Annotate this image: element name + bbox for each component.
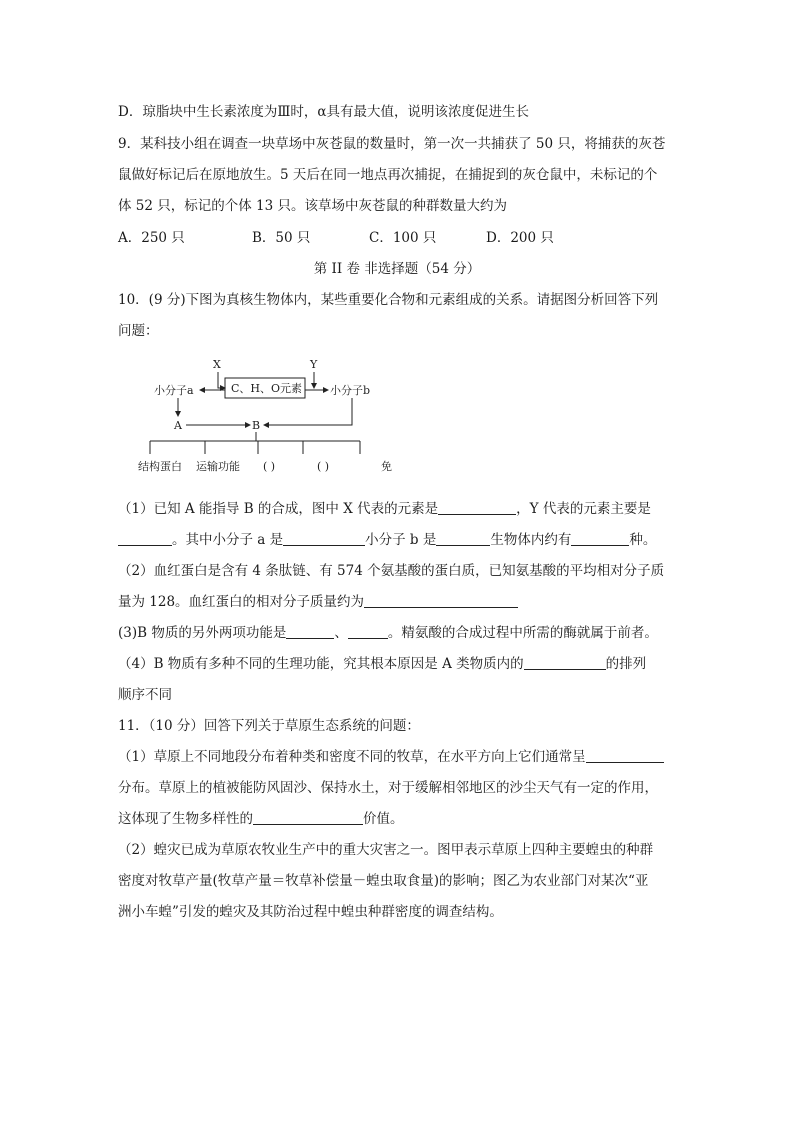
function-transport: 运输功能 bbox=[196, 460, 240, 473]
q10-p1-text-f: 种。 bbox=[629, 532, 657, 548]
q10-p4-text-b: 的排列 bbox=[605, 656, 647, 672]
q10-p2-line-1: （2）血红蛋白是含有 4 条肽链、有 574 个氨基酸的蛋白质，已知氨基酸的平均相对分子质 bbox=[118, 563, 665, 579]
answer-blank-func-1[interactable] bbox=[286, 624, 334, 639]
q11-p1-line-2: 分布。草原上的植被能防风固沙、保持水土，对于缓解相邻地区的沙尘天气有一定的作用， bbox=[118, 780, 658, 796]
answer-blank-count[interactable] bbox=[571, 531, 629, 546]
x-arrow bbox=[218, 372, 225, 388]
q10-p1-text-d: 小分子 b 是 bbox=[365, 532, 437, 548]
small-molecule-a: 小分子a bbox=[154, 384, 194, 397]
q10-p3-line bbox=[118, 623, 658, 643]
q10-p1-text-c: 。其中小分子 a 是 bbox=[172, 532, 284, 548]
q10-p4-line-2: 顺序不同 bbox=[118, 687, 172, 703]
node-B: B bbox=[252, 419, 261, 432]
q8-option-d: D．琼脂块中生长素浓度为Ⅲ时，α具有最大值，说明该浓度促进生长 bbox=[118, 104, 529, 120]
small-molecule-b: 小分子b bbox=[330, 384, 371, 397]
answer-blank-b[interactable] bbox=[436, 531, 490, 546]
q11-p1-text-a: （1）草原上不同地段分布着种类和密度不同的牧草，在水平方向上它们通常呈 bbox=[118, 749, 586, 765]
answer-blank-x[interactable] bbox=[438, 500, 516, 515]
element-box-label: C、H、O元素 bbox=[231, 382, 303, 395]
q9-option-a: A．250 只 bbox=[118, 230, 185, 246]
q10-p4-text-a: （4）B 物质有多种不同的生理功能，究其根本原因是 A 类物质内的 bbox=[118, 656, 524, 672]
q10-p1-line-2 bbox=[118, 530, 656, 550]
q10-p3-text-c: 。精氨酸的合成过程中所需的酶就属于前者。 bbox=[387, 625, 658, 641]
q10-p2-line-2 bbox=[118, 592, 518, 612]
y-label: Y bbox=[310, 358, 318, 371]
q9-option-c: C．100 只 bbox=[369, 230, 437, 246]
q10-p1-text-e: 生物体内约有 bbox=[490, 532, 572, 548]
q10-line-2: 问题： bbox=[118, 323, 159, 339]
answer-blank-a[interactable] bbox=[283, 531, 365, 546]
q9-line-3: 体 52 只，标记的个体 13 只。该草场中灰苍鼠的种群数量大约为 bbox=[118, 198, 508, 214]
q9-option-d: D．200 只 bbox=[486, 230, 554, 246]
section-title: 第 II 卷 非选择题（54 分） bbox=[313, 261, 481, 277]
answer-blank-func-2[interactable] bbox=[348, 624, 388, 639]
q11-p1-line-3 bbox=[118, 809, 404, 829]
answer-blank-distribution[interactable] bbox=[586, 748, 664, 763]
q11-p2-line-3: 洲小车蝗”引发的蝗灾及其防治过程中蝗虫种群密度的调查结构。 bbox=[118, 904, 503, 920]
q10-p1-line-1 bbox=[118, 499, 651, 519]
q11-p1-text-d: 价值。 bbox=[363, 811, 404, 827]
q9-line-2: 鼠做好标记后在原地放生。5 天后在同一地点再次捕捉，在捕捉到的灰仓鼠中，未标记的个 bbox=[118, 167, 658, 183]
function-blank-1: ( ) bbox=[263, 460, 276, 473]
q10-p1-text-b: ，Y 代表的元素主要是 bbox=[516, 501, 651, 517]
node-A: A bbox=[174, 419, 182, 432]
function-blank-2: ( ) bbox=[317, 460, 330, 473]
x-label: X bbox=[213, 358, 221, 371]
q11-p1-text-c: 这体现了生物多样性的 bbox=[118, 811, 253, 827]
function-immune: 免 bbox=[381, 460, 392, 473]
arrow-b-to-B bbox=[264, 398, 352, 425]
q11-p1-line-1 bbox=[118, 747, 664, 767]
q10-p1-text-a: （1）已知 A 能指导 B 的合成，图中 X 代表的元素是 bbox=[118, 501, 439, 517]
q10-line-1: 10．(9 分)下图为真核生物体内，某些重要化合物和元素组成的关系。请据图分析回答下列 bbox=[118, 292, 659, 308]
compound-element-diagram bbox=[130, 352, 410, 482]
answer-blank-value[interactable] bbox=[253, 810, 363, 825]
q11-line-1: 11．（10 分）回答下列关于草原生态系统的问题： bbox=[118, 718, 420, 734]
answer-blank-y[interactable] bbox=[118, 531, 172, 546]
q10-p2-text-b: 量为 128。血红蛋白的相对分子质量约为 bbox=[118, 594, 365, 610]
answer-blank-sequence[interactable] bbox=[524, 655, 606, 670]
q11-p2-line-2: 密度对牧草产量(牧草产量＝牧草补偿量－蝗虫取食量)的影响；图乙为农业部门对某次“亚 bbox=[118, 873, 649, 889]
q9-option-b: B．50 只 bbox=[252, 230, 311, 246]
q10-p3-text-b: 、 bbox=[334, 625, 348, 641]
answer-blank-mass[interactable] bbox=[364, 593, 518, 608]
function-structural-protein: 结构蛋白 bbox=[138, 460, 182, 473]
q10-p3-text-a: (3)B 物质的另外两项功能是 bbox=[118, 625, 287, 641]
q11-p2-line-1: （2）蝗灾已成为草原农牧业生产中的重大灾害之一。图甲表示草原上四种主要蝗虫的种群 bbox=[118, 842, 654, 858]
q9-line-1: 9．某科技小组在调查一块草场中灰苍鼠的数量时，第一次一共捕获了 50 只，将捕获的灰苍 bbox=[118, 136, 666, 152]
q10-p4-line-1 bbox=[118, 654, 646, 674]
